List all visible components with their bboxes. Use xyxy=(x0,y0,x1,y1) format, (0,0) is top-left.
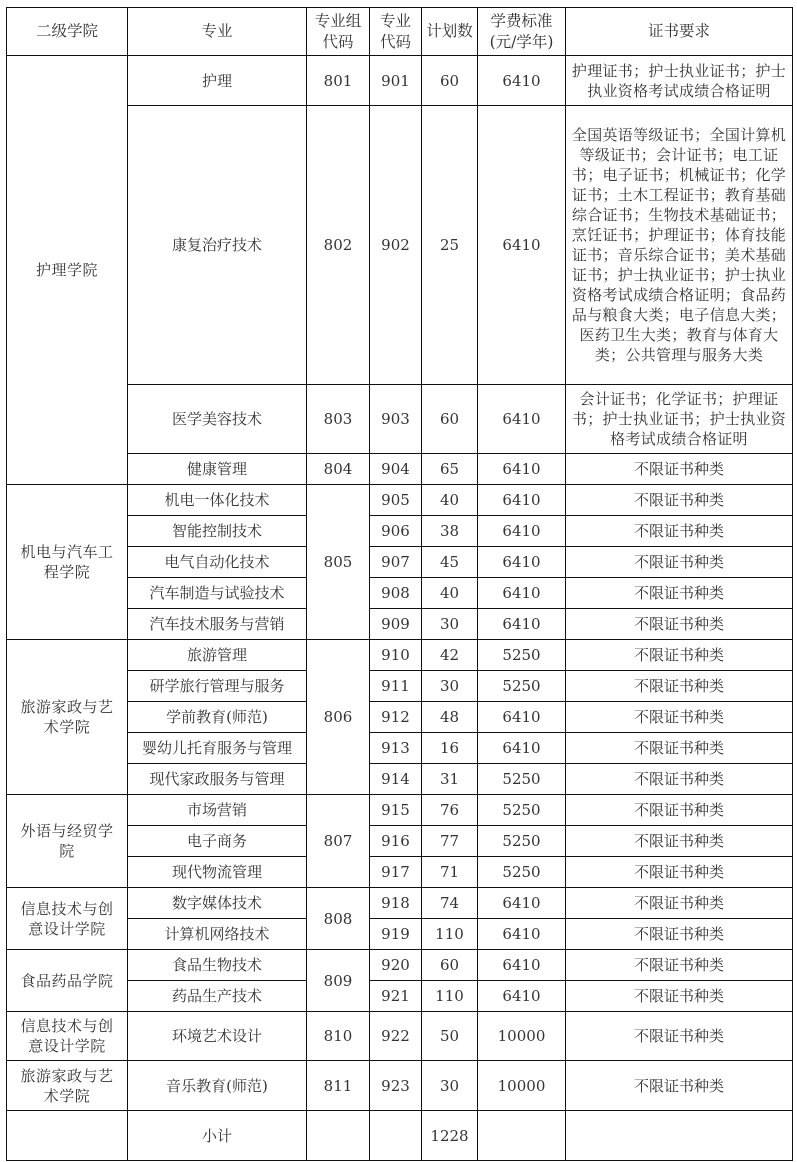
major-code-cell: 906 xyxy=(370,516,422,547)
header-major: 专业 xyxy=(128,8,307,56)
tuition-cell: 6410 xyxy=(478,950,566,981)
plan-cell: 30 xyxy=(422,1061,478,1111)
major-cell: 电子商务 xyxy=(128,826,307,857)
certificate-cell: 不限证书种类 xyxy=(566,640,793,671)
major-code-cell: 923 xyxy=(370,1061,422,1111)
subtotal-empty-cell xyxy=(566,1111,793,1161)
major-code-cell: 914 xyxy=(370,764,422,795)
header-college: 二级学院 xyxy=(7,8,128,56)
major-cell: 智能控制技术 xyxy=(128,516,307,547)
tuition-cell: 6410 xyxy=(478,454,566,485)
major-cell: 现代家政服务与管理 xyxy=(128,764,307,795)
certificate-cell: 不限证书种类 xyxy=(566,671,793,702)
group-code-cell: 808 xyxy=(307,888,370,950)
college-cell: 旅游家政与艺 术学院 xyxy=(7,640,128,795)
major-code-cell: 907 xyxy=(370,547,422,578)
certificate-cell: 不限证书种类 xyxy=(566,826,793,857)
major-code-cell: 922 xyxy=(370,1012,422,1061)
plan-cell: 16 xyxy=(422,733,478,764)
major-code-cell: 901 xyxy=(370,56,422,106)
major-code-cell: 919 xyxy=(370,919,422,950)
certificate-cell: 不限证书种类 xyxy=(566,578,793,609)
plan-cell: 45 xyxy=(422,547,478,578)
subtotal-plan-total: 1228 xyxy=(422,1111,478,1161)
college-cell: 护理学院 xyxy=(7,56,128,485)
major-cell: 音乐教育(师范) xyxy=(128,1061,307,1111)
major-cell: 学前教育(师范) xyxy=(128,702,307,733)
certificate-cell: 不限证书种类 xyxy=(566,1012,793,1061)
major-code-cell: 902 xyxy=(370,106,422,385)
group-code-cell: 801 xyxy=(307,56,370,106)
tuition-cell: 6410 xyxy=(478,609,566,640)
major-cell: 婴幼儿托育服务与管理 xyxy=(128,733,307,764)
group-code-cell: 810 xyxy=(307,1012,370,1061)
certificate-cell: 不限证书种类 xyxy=(566,485,793,516)
certificate-cell: 不限证书种类 xyxy=(566,733,793,764)
plan-cell: 110 xyxy=(422,919,478,950)
major-cell: 医学美容技术 xyxy=(128,385,307,454)
certificate-cell: 不限证书种类 xyxy=(566,888,793,919)
plan-cell: 31 xyxy=(422,764,478,795)
tuition-cell: 6410 xyxy=(478,733,566,764)
major-code-cell: 913 xyxy=(370,733,422,764)
table-row xyxy=(7,1061,793,1111)
group-code-cell: 805 xyxy=(307,485,370,640)
major-code-cell: 911 xyxy=(370,671,422,702)
certificate-cell: 不限证书种类 xyxy=(566,702,793,733)
header-group-code: 专业组 代码 xyxy=(307,8,370,56)
subtotal-empty-cell xyxy=(478,1111,566,1161)
major-cell: 机电一体化技术 xyxy=(128,485,307,516)
plan-cell: 48 xyxy=(422,702,478,733)
major-cell: 健康管理 xyxy=(128,454,307,485)
tuition-cell: 5250 xyxy=(478,671,566,702)
certificate-cell: 不限证书种类 xyxy=(566,547,793,578)
table-row xyxy=(7,795,793,826)
plan-cell: 110 xyxy=(422,981,478,1012)
major-code-cell: 905 xyxy=(370,485,422,516)
enrollment-plan-table xyxy=(6,7,793,1161)
plan-cell: 42 xyxy=(422,640,478,671)
plan-cell: 71 xyxy=(422,857,478,888)
tuition-cell: 5250 xyxy=(478,640,566,671)
major-code-cell: 908 xyxy=(370,578,422,609)
plan-cell: 30 xyxy=(422,671,478,702)
college-cell: 信息技术与创 意设计学院 xyxy=(7,888,128,950)
certificate-cell: 全国英语等级证书；全国计算机等级证书；会计证书；电工证书；电子证书；机械证书；化学证书；土木工程证书；教育基础综合证书；生物技术基础证书；烹饪证书；护理证书；体育技能证书；音乐综合证书；美术基础证书；护士执业证书；护士执业资格考试成绩合格证明；食品药品与粮食大类；电子信息大类；医药卫生大类；教育与体育大类；公共管理与服务大类 xyxy=(566,106,793,385)
tuition-cell: 6410 xyxy=(478,106,566,385)
header-row xyxy=(7,8,793,56)
tuition-cell: 6410 xyxy=(478,485,566,516)
major-cell: 研学旅行管理与服务 xyxy=(128,671,307,702)
group-code-cell: 811 xyxy=(307,1061,370,1111)
major-cell: 食品生物技术 xyxy=(128,950,307,981)
certificate-cell: 不限证书种类 xyxy=(566,919,793,950)
tuition-cell: 5250 xyxy=(478,826,566,857)
major-code-cell: 910 xyxy=(370,640,422,671)
table-row xyxy=(7,888,793,919)
major-cell: 汽车技术服务与营销 xyxy=(128,609,307,640)
plan-cell: 50 xyxy=(422,1012,478,1061)
group-code-cell: 804 xyxy=(307,454,370,485)
major-cell: 现代物流管理 xyxy=(128,857,307,888)
table-row xyxy=(7,56,793,106)
major-code-cell: 909 xyxy=(370,609,422,640)
plan-cell: 74 xyxy=(422,888,478,919)
major-cell: 旅游管理 xyxy=(128,640,307,671)
tuition-cell: 6410 xyxy=(478,702,566,733)
certificate-cell: 不限证书种类 xyxy=(566,764,793,795)
group-code-cell: 807 xyxy=(307,795,370,888)
group-code-cell: 802 xyxy=(307,106,370,385)
major-code-cell: 912 xyxy=(370,702,422,733)
major-code-cell: 916 xyxy=(370,826,422,857)
table-row xyxy=(7,485,793,516)
major-code-cell: 918 xyxy=(370,888,422,919)
subtotal-empty-cell xyxy=(370,1111,422,1161)
tuition-cell: 6410 xyxy=(478,385,566,454)
group-code-cell: 806 xyxy=(307,640,370,795)
certificate-cell: 不限证书种类 xyxy=(566,981,793,1012)
major-code-cell: 903 xyxy=(370,385,422,454)
table-row xyxy=(7,950,793,981)
subtotal-empty-cell xyxy=(307,1111,370,1161)
college-cell: 旅游家政与艺 术学院 xyxy=(7,1061,128,1111)
tuition-cell: 6410 xyxy=(478,516,566,547)
group-code-cell: 809 xyxy=(307,950,370,1012)
plan-cell: 77 xyxy=(422,826,478,857)
tuition-cell: 10000 xyxy=(478,1012,566,1061)
college-cell: 机电与汽车工 程学院 xyxy=(7,485,128,640)
plan-cell: 25 xyxy=(422,106,478,385)
certificate-cell: 不限证书种类 xyxy=(566,795,793,826)
certificate-cell: 不限证书种类 xyxy=(566,857,793,888)
tuition-cell: 6410 xyxy=(478,547,566,578)
certificate-cell: 不限证书种类 xyxy=(566,609,793,640)
table-row xyxy=(7,640,793,671)
major-cell: 市场营销 xyxy=(128,795,307,826)
major-cell: 药品生产技术 xyxy=(128,981,307,1012)
header-plan-count: 计划数 xyxy=(422,8,478,56)
major-cell: 电气自动化技术 xyxy=(128,547,307,578)
plan-cell: 60 xyxy=(422,56,478,106)
tuition-cell: 6410 xyxy=(478,981,566,1012)
plan-cell: 60 xyxy=(422,385,478,454)
table-row xyxy=(7,1012,793,1061)
plan-cell: 38 xyxy=(422,516,478,547)
plan-cell: 60 xyxy=(422,950,478,981)
tuition-cell: 5250 xyxy=(478,857,566,888)
subtotal-empty-cell xyxy=(7,1111,128,1161)
major-code-cell: 915 xyxy=(370,795,422,826)
college-cell: 信息技术与创 意设计学院 xyxy=(7,1012,128,1061)
tuition-cell: 6410 xyxy=(478,56,566,106)
major-cell: 护理 xyxy=(128,56,307,106)
certificate-cell: 护理证书；护士执业证书；护士执业资格考试成绩合格证明 xyxy=(566,56,793,106)
certificate-cell: 不限证书种类 xyxy=(566,516,793,547)
plan-cell: 40 xyxy=(422,485,478,516)
subtotal-row xyxy=(7,1111,793,1161)
header-certificate: 证书要求 xyxy=(566,8,793,56)
major-cell: 康复治疗技术 xyxy=(128,106,307,385)
tuition-cell: 6410 xyxy=(478,919,566,950)
tuition-cell: 10000 xyxy=(478,1061,566,1111)
plan-cell: 30 xyxy=(422,609,478,640)
major-cell: 汽车制造与试验技术 xyxy=(128,578,307,609)
subtotal-label: 小计 xyxy=(128,1111,307,1161)
plan-cell: 40 xyxy=(422,578,478,609)
tuition-cell: 5250 xyxy=(478,795,566,826)
header-tuition: 学费标准 (元/学年) xyxy=(478,8,566,56)
major-cell: 环境艺术设计 xyxy=(128,1012,307,1061)
college-cell: 食品药品学院 xyxy=(7,950,128,1012)
certificate-cell: 不限证书种类 xyxy=(566,1061,793,1111)
college-cell: 外语与经贸学 院 xyxy=(7,795,128,888)
certificate-cell: 不限证书种类 xyxy=(566,454,793,485)
tuition-cell: 5250 xyxy=(478,764,566,795)
major-code-cell: 917 xyxy=(370,857,422,888)
plan-cell: 65 xyxy=(422,454,478,485)
major-code-cell: 921 xyxy=(370,981,422,1012)
major-code-cell: 904 xyxy=(370,454,422,485)
major-cell: 计算机网络技术 xyxy=(128,919,307,950)
tuition-cell: 6410 xyxy=(478,888,566,919)
group-code-cell: 803 xyxy=(307,385,370,454)
certificate-cell: 不限证书种类 xyxy=(566,950,793,981)
major-cell: 数字媒体技术 xyxy=(128,888,307,919)
plan-cell: 76 xyxy=(422,795,478,826)
major-code-cell: 920 xyxy=(370,950,422,981)
tuition-cell: 6410 xyxy=(478,578,566,609)
certificate-cell: 会计证书；化学证书；护理证书；护士执业证书；护士执业资格考试成绩合格证明 xyxy=(566,385,793,454)
header-major-code: 专业 代码 xyxy=(370,8,422,56)
